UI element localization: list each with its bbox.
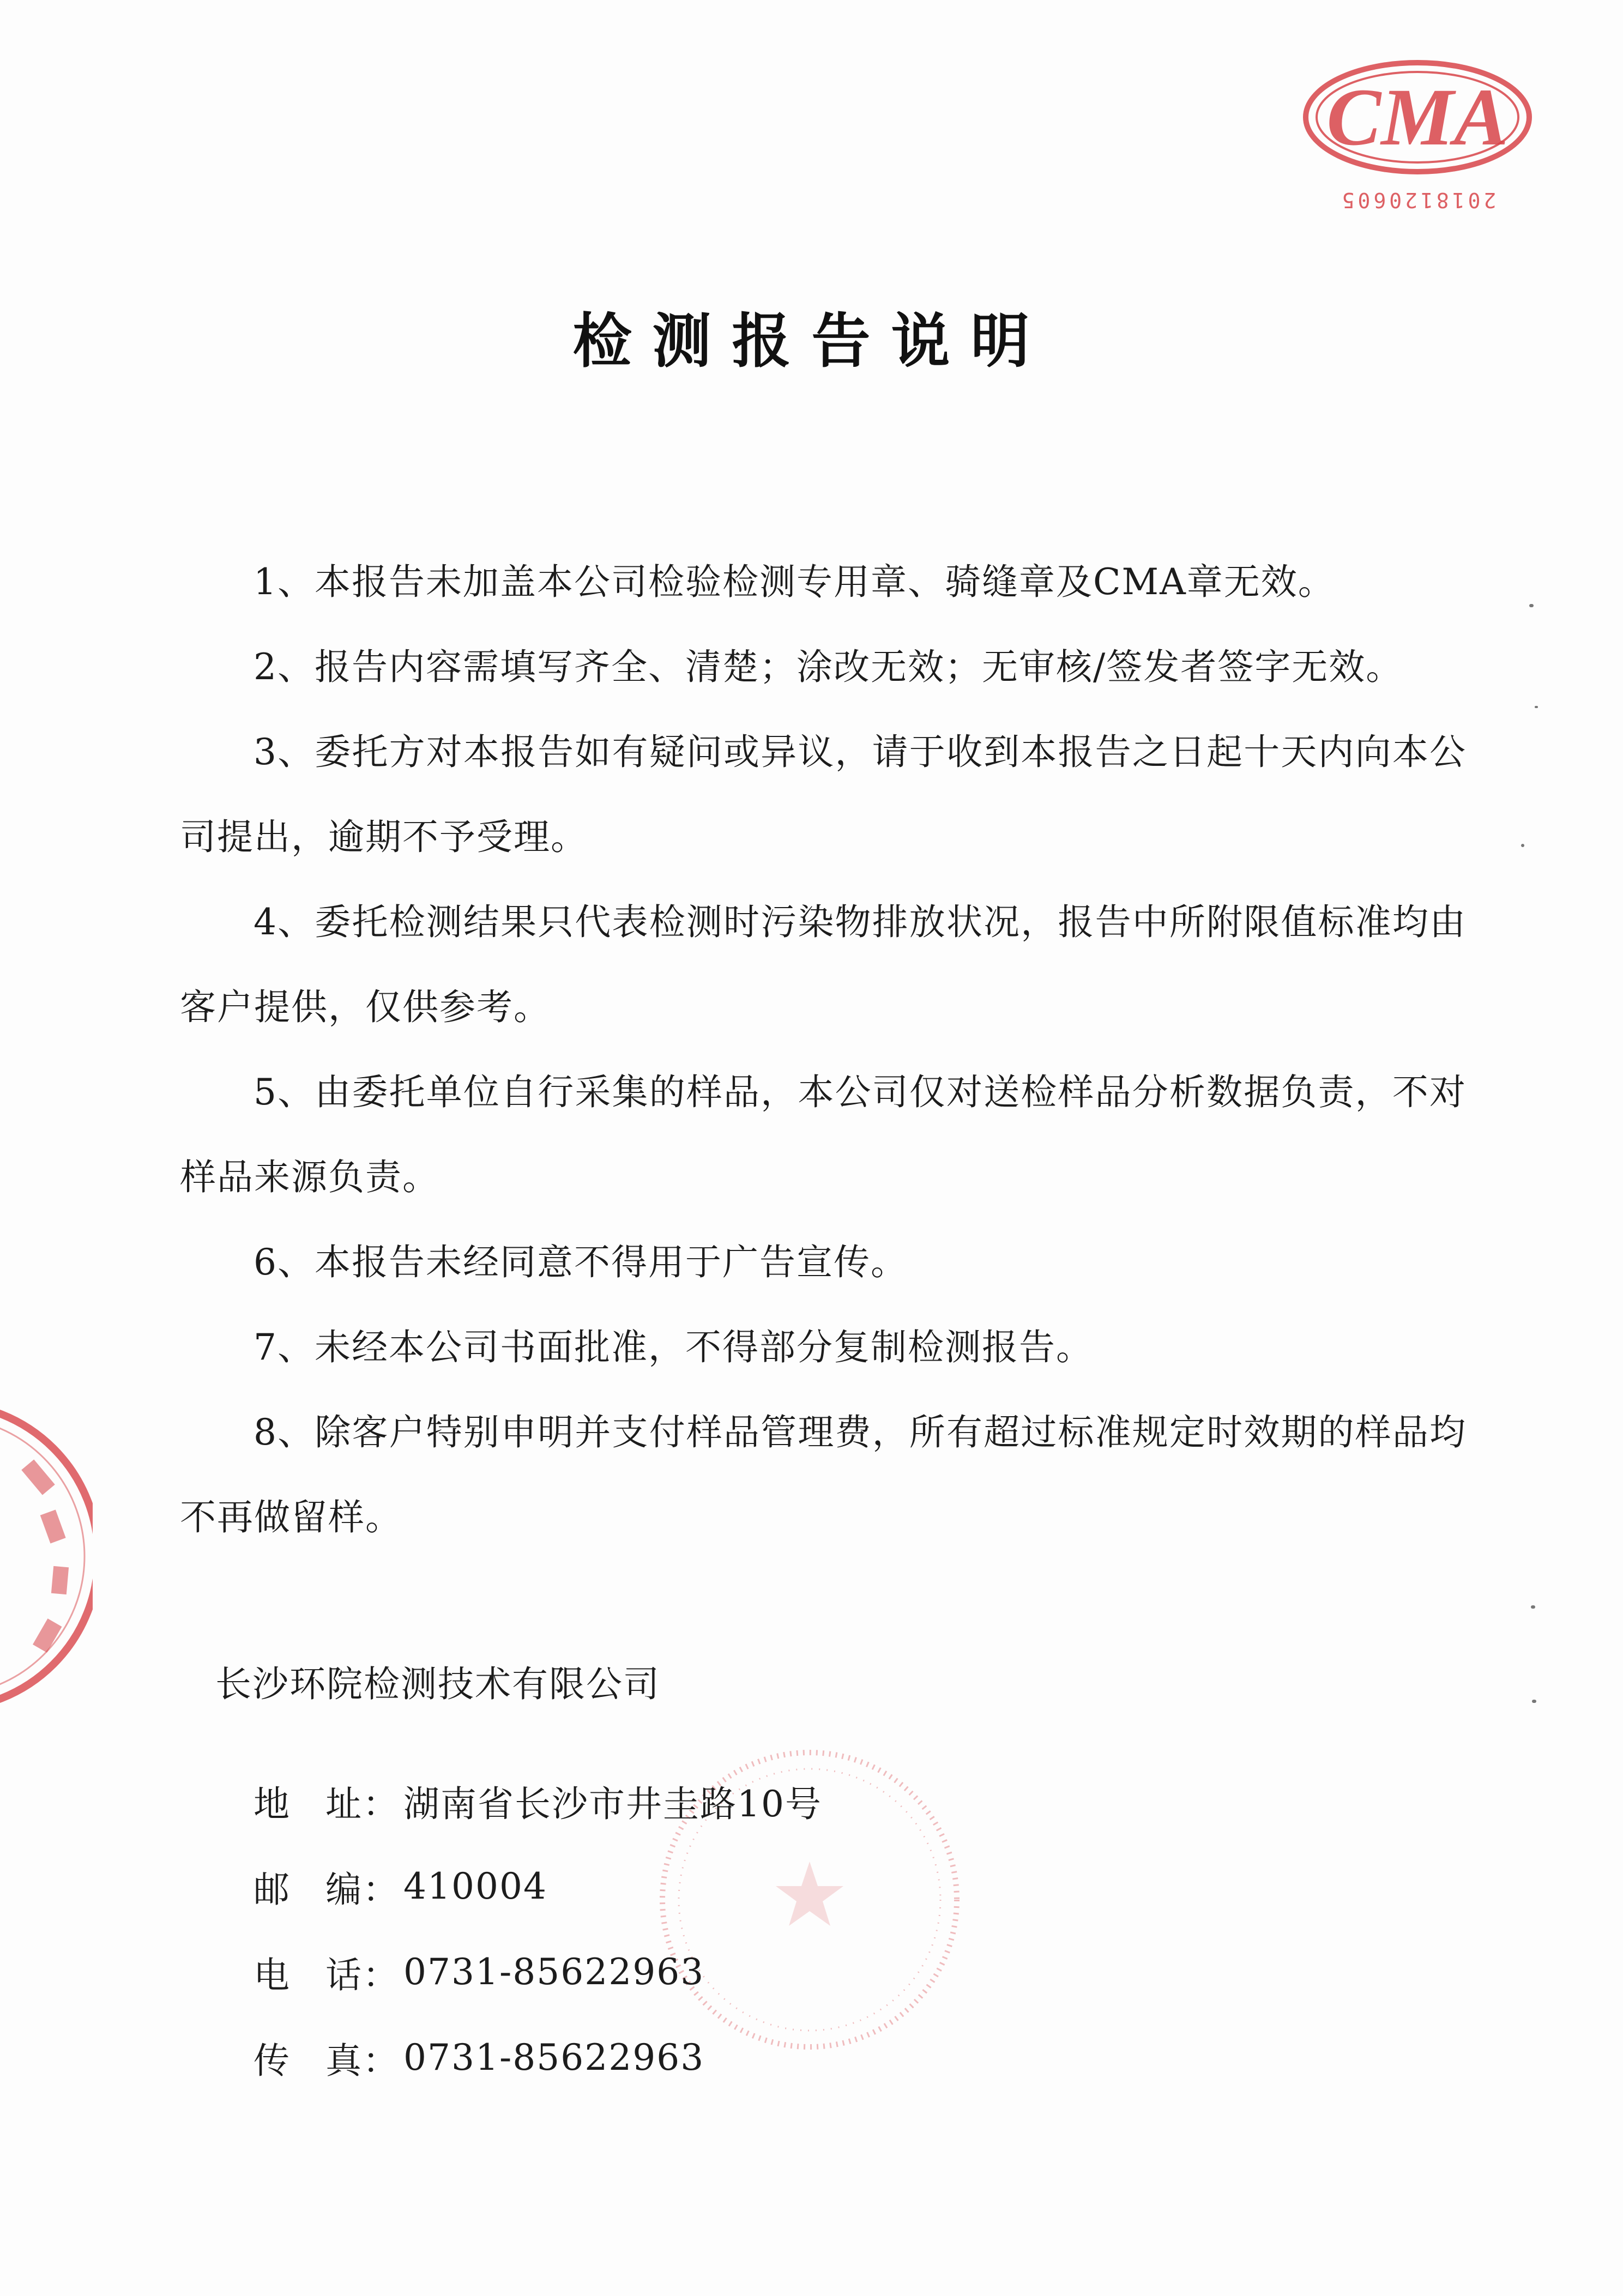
cma-stamp-number: 2018120605: [1338, 188, 1497, 212]
contact-fax-row: 传 真 ： 0731-85622963: [254, 2015, 822, 2100]
contact-phone-label: 电 话: [254, 1954, 363, 1996]
contact-phone-value: 0731-85622963: [403, 1951, 705, 1993]
scan-speck: [1529, 604, 1534, 607]
left-edge-seal: [0, 1393, 93, 1720]
scan-speck: [1532, 1700, 1536, 1703]
contact-address-row: 地 址 ： 湖南省长沙市井圭路10号: [254, 1758, 822, 1844]
clause-4: 4、委托检测结果只代表检测时污染物排放状况，报告中所附限值标准均由客户提供，仅供参考。: [180, 901, 1467, 1028]
clause-5: 5、由委托单位自行采集的样品，本公司仅对送检样品分析数据负责，不对样品来源负责。: [180, 1071, 1467, 1198]
clause-1: 1、本报告未加盖本公司检验检测专用章、骑缝章及CMA章无效。: [254, 561, 1335, 603]
clause-list: [180, 540, 1467, 1560]
scan-speck: [1531, 1605, 1535, 1609]
cma-stamp: [1298, 52, 1537, 221]
company-name: 长沙环院检测技术有限公司: [215, 1663, 660, 1705]
contact-fax-value: 0731-85622963: [403, 2037, 705, 2079]
contact-postcode-row: 邮 编 ： 410004: [254, 1844, 822, 1929]
clause-8: 8、除客户特别申明并支付样品管理费，所有超过标准规定时效期的样品均不再做留样。: [180, 1411, 1467, 1538]
contact-postcode-label: 邮 编: [254, 1869, 363, 1911]
contact-block: [254, 1758, 822, 2100]
contact-address-value: 湖南省长沙市井圭路10号: [403, 1783, 822, 1825]
cma-stamp-letters: CMA: [1326, 72, 1509, 162]
contact-postcode-value: 410004: [403, 1865, 547, 1907]
scan-speck: [1535, 706, 1538, 708]
clause-6: 6、本报告未经同意不得用于广告宣传。: [254, 1241, 908, 1283]
contact-address-label: 地 址: [254, 1783, 363, 1825]
scan-speck: [1521, 844, 1524, 847]
page-title: 检测报告说明: [572, 307, 1051, 376]
clause-2: 2、报告内容需填写齐全、清楚；涂改无效；无审核/签发者签字无效。: [254, 646, 1403, 688]
contact-fax-label: 传 真: [254, 2040, 363, 2082]
contact-phone-row: 电 话 ： 0731-85622963: [254, 1929, 822, 2015]
clause-3: 3、委托方对本报告如有疑问或异议，请于收到本报告之日起十天内向本公司提出，逾期不予受理。: [180, 731, 1467, 858]
clause-7: 7、未经本公司书面批准，不得部分复制检测报告。: [254, 1326, 1093, 1368]
